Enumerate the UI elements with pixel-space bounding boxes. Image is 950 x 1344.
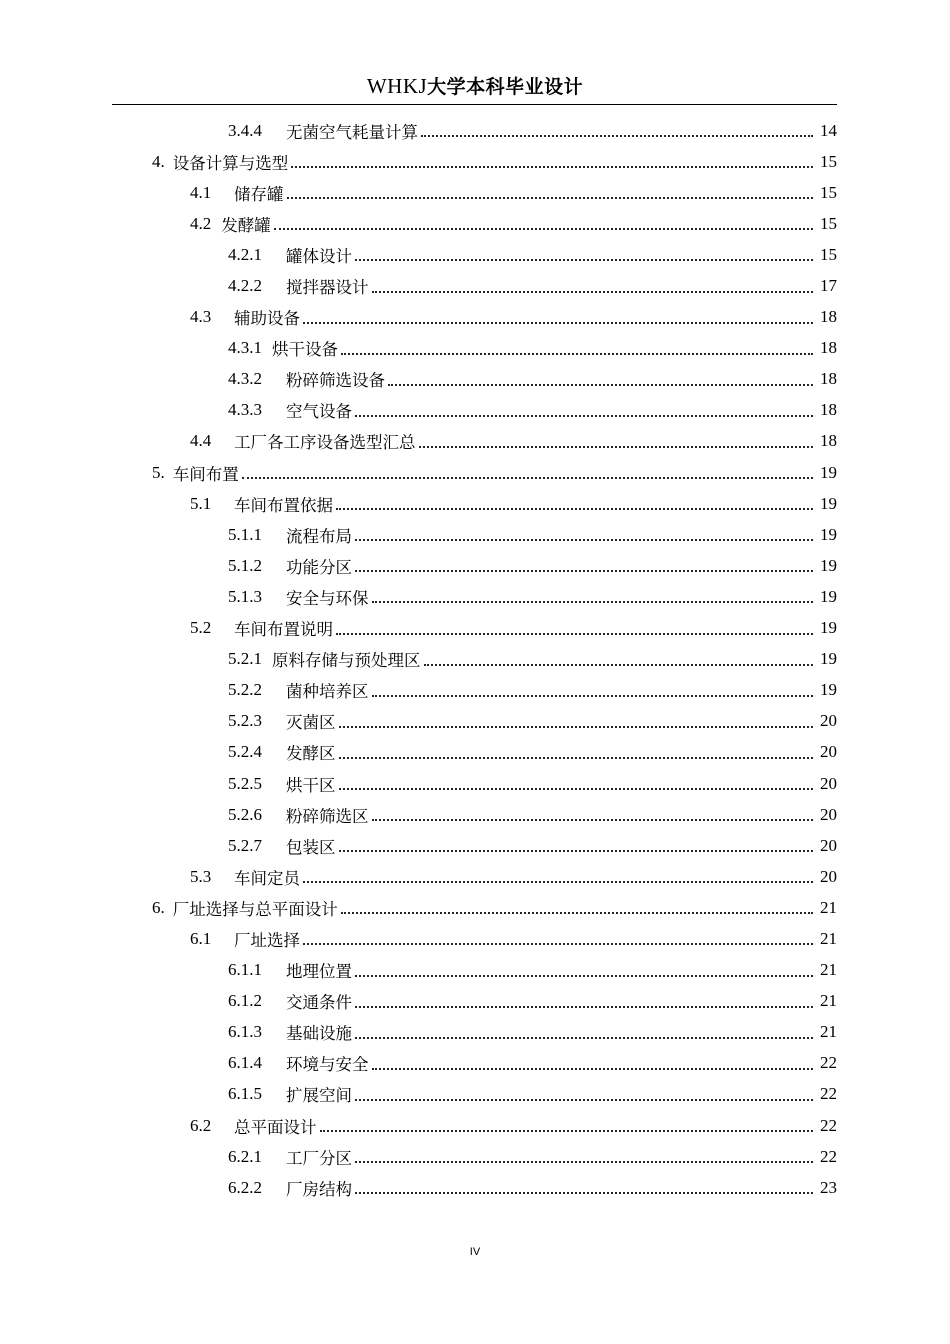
toc-entry-title: 发酵区 — [286, 744, 336, 764]
dot-leader — [355, 1160, 813, 1163]
toc-entry-page: 18 — [820, 338, 837, 358]
toc-entry[interactable] — [0, 830, 950, 861]
toc-entry-title: 厂址选择 — [234, 930, 300, 950]
toc-entry-title: 基础设施 — [286, 1024, 352, 1044]
toc-entry[interactable] — [0, 488, 950, 519]
table-of-contents — [0, 115, 950, 1203]
toc-entry[interactable] — [0, 1048, 950, 1079]
page-number: IV — [469, 1246, 481, 1258]
toc-entry-number: 6.1.5 — [228, 1084, 262, 1104]
toc-entry-title: 菌种培养区 — [286, 682, 369, 702]
dot-leader — [355, 1191, 813, 1194]
toc-entry-title: 工厂分区 — [286, 1148, 352, 1168]
toc-entry-page: 21 — [820, 897, 837, 917]
toc-entry-page: 20 — [820, 804, 837, 824]
toc-entry[interactable] — [0, 706, 950, 737]
dot-leader — [339, 849, 814, 852]
toc-entry-page: 21 — [820, 928, 837, 948]
toc-entry-number: 5. — [152, 462, 165, 482]
toc-entry-number: 5.1 — [190, 493, 212, 513]
toc-entry-page: 21 — [820, 960, 837, 980]
toc-entry-title: 交通条件 — [286, 993, 352, 1013]
toc-entry-number: 5.2.7 — [228, 835, 262, 855]
toc-entry-number: 4.2.1 — [228, 244, 262, 264]
toc-entry-page: 17 — [820, 276, 837, 296]
toc-entry-number: 4.4 — [190, 431, 212, 451]
toc-entry-number: 6.1.2 — [228, 991, 262, 1011]
toc-entry-page: 19 — [820, 649, 837, 669]
toc-entry-page: 19 — [820, 680, 837, 700]
dot-leader — [388, 383, 813, 386]
toc-entry[interactable] — [0, 302, 950, 333]
dot-leader — [424, 663, 814, 666]
toc-entry-page: 19 — [820, 555, 837, 575]
toc-entry[interactable] — [0, 986, 950, 1017]
dot-leader — [303, 880, 813, 883]
toc-entry-title: 厂址选择与总平面设计 — [172, 899, 338, 919]
toc-entry-page: 20 — [820, 835, 837, 855]
dot-leader — [372, 1067, 814, 1070]
toc-entry-page: 22 — [820, 1053, 837, 1073]
dot-leader — [341, 352, 813, 355]
toc-entry-title: 搅拌器设计 — [286, 278, 369, 298]
toc-entry-number: 5.3 — [190, 866, 212, 886]
toc-entry-number: 5.2.6 — [228, 804, 262, 824]
toc-entry-title: 环境与安全 — [286, 1055, 369, 1075]
toc-entry[interactable] — [0, 333, 950, 364]
toc-entry-number: 4.3.3 — [228, 400, 262, 420]
dot-leader — [355, 1098, 813, 1101]
toc-entry[interactable] — [0, 426, 950, 457]
toc-entry-title: 车间布置说明 — [234, 620, 333, 640]
toc-entry-number: 4.3.2 — [228, 369, 262, 389]
toc-entry[interactable] — [0, 675, 950, 706]
toc-entry-number: 4.1 — [190, 182, 212, 202]
dot-leader — [336, 632, 813, 635]
toc-entry-page: 20 — [820, 773, 837, 793]
toc-entry-title: 车间定员 — [234, 868, 300, 888]
toc-entry-number: 4. — [152, 151, 165, 171]
toc-entry-number: 4.3 — [190, 307, 212, 327]
toc-entry-page: 15 — [820, 182, 837, 202]
toc-entry[interactable] — [0, 115, 950, 146]
header-title: 大学本科毕业设计 — [427, 76, 584, 98]
dot-leader — [287, 196, 814, 199]
toc-entry-page: 19 — [820, 462, 837, 482]
toc-entry-number: 5.2.3 — [228, 711, 262, 731]
toc-entry-page: 22 — [820, 1084, 837, 1104]
toc-entry-page: 18 — [820, 400, 837, 420]
toc-entry[interactable] — [0, 955, 950, 986]
dot-leader — [303, 321, 813, 324]
toc-entry-number: 4.2 — [190, 213, 212, 233]
toc-entry[interactable] — [0, 892, 950, 923]
toc-entry-title: 安全与环保 — [286, 588, 369, 608]
toc-entry-title: 罐体设计 — [286, 246, 352, 266]
toc-entry-number: 6.1.4 — [228, 1053, 262, 1073]
toc-entry-title: 辅助设备 — [234, 309, 300, 329]
toc-entry[interactable] — [0, 146, 950, 177]
dot-leader — [419, 445, 814, 448]
toc-entry[interactable] — [0, 1172, 950, 1203]
toc-entry[interactable] — [0, 923, 950, 954]
dot-leader — [339, 756, 814, 759]
toc-entry[interactable] — [0, 270, 950, 301]
toc-entry-page: 15 — [820, 213, 837, 233]
toc-entry-page: 23 — [820, 1177, 837, 1197]
toc-entry-title: 厂房结构 — [286, 1179, 352, 1199]
toc-entry[interactable] — [0, 364, 950, 395]
header-rule — [112, 104, 837, 105]
toc-entry-page: 19 — [820, 618, 837, 638]
toc-entry-page: 15 — [820, 151, 837, 171]
toc-entry-title: 包装区 — [286, 837, 336, 857]
toc-entry[interactable] — [0, 177, 950, 208]
toc-entry-number: 5.2.1 — [228, 649, 262, 669]
toc-entry-number: 4.3.1 — [228, 338, 262, 358]
toc-entry-title: 设备计算与选型 — [172, 153, 289, 173]
dot-leader — [242, 476, 813, 479]
toc-entry-number: 6.1.1 — [228, 960, 262, 980]
toc-entry-title: 空气设备 — [286, 402, 352, 422]
toc-entry-title: 工厂各工序设备选型汇总 — [234, 433, 416, 453]
dot-leader — [355, 1036, 813, 1039]
toc-entry-page: 20 — [820, 866, 837, 886]
toc-entry-title: 灭菌区 — [286, 713, 336, 733]
toc-entry-page: 20 — [820, 742, 837, 762]
toc-entry-page: 22 — [820, 1115, 837, 1135]
toc-entry[interactable] — [0, 519, 950, 550]
toc-entry-page: 21 — [820, 1022, 837, 1042]
toc-entry-page: 22 — [820, 1146, 837, 1166]
toc-entry-title: 车间布置 — [172, 464, 239, 484]
toc-entry-number: 6. — [152, 897, 165, 917]
dot-leader — [355, 258, 813, 261]
toc-entry[interactable] — [0, 581, 950, 612]
toc-entry-page: 19 — [820, 493, 837, 513]
toc-entry-page: 15 — [820, 244, 837, 264]
dot-leader — [355, 974, 813, 977]
toc-entry-title: 流程布局 — [286, 526, 352, 546]
dot-leader — [355, 1005, 813, 1008]
dot-leader — [355, 569, 813, 572]
dot-leader — [303, 942, 813, 945]
toc-entry-number: 6.1 — [190, 928, 212, 948]
toc-entry[interactable] — [0, 861, 950, 892]
toc-entry-page: 20 — [820, 711, 837, 731]
toc-entry[interactable] — [0, 737, 950, 768]
toc-entry-number: 6.2.2 — [228, 1177, 262, 1197]
toc-entry-page: 14 — [820, 120, 837, 140]
toc-entry-page: 19 — [820, 586, 837, 606]
dot-leader — [291, 165, 813, 168]
toc-entry[interactable] — [0, 1110, 950, 1141]
header-latin: WHKJ — [366, 74, 428, 98]
toc-entry[interactable] — [0, 768, 950, 799]
dot-leader — [421, 134, 813, 137]
toc-entry-number: 5.2 — [190, 618, 212, 638]
toc-entry-number: 5.2.5 — [228, 773, 262, 793]
dot-leader — [341, 911, 813, 914]
toc-entry-title: 功能分区 — [286, 557, 352, 577]
dot-leader — [339, 725, 814, 728]
toc-entry-number: 5.2.2 — [228, 680, 262, 700]
dot-leader — [336, 507, 813, 510]
toc-entry[interactable] — [0, 208, 950, 239]
toc-entry-number: 4.2.2 — [228, 276, 262, 296]
page-header — [0, 72, 950, 99]
toc-entry-number: 6.2 — [190, 1115, 212, 1135]
toc-entry-title: 储存罐 — [234, 184, 284, 204]
toc-entry[interactable] — [0, 613, 950, 644]
toc-entry-title: 粉碎筛选区 — [286, 806, 369, 826]
toc-entry[interactable] — [0, 239, 950, 270]
dot-leader — [339, 787, 814, 790]
toc-entry[interactable] — [0, 1079, 950, 1110]
toc-entry-page: 18 — [820, 431, 837, 451]
toc-entry-number: 5.1.2 — [228, 555, 262, 575]
toc-entry[interactable] — [0, 1141, 950, 1172]
toc-entry-page: 21 — [820, 991, 837, 1011]
toc-entry[interactable] — [0, 644, 950, 675]
dot-leader — [372, 600, 814, 603]
toc-entry-title: 原料存储与预处理区 — [272, 651, 421, 671]
toc-entry[interactable] — [0, 395, 950, 426]
toc-entry-page: 18 — [820, 307, 837, 327]
toc-entry-title: 地理位置 — [286, 962, 352, 982]
toc-entry[interactable] — [0, 799, 950, 830]
toc-entry-page: 18 — [820, 369, 837, 389]
toc-entry-title: 烘干设备 — [272, 340, 338, 360]
toc-entry-number: 3.4.4 — [228, 120, 262, 140]
dot-leader — [355, 538, 813, 541]
toc-entry-title: 烘干区 — [286, 775, 336, 795]
toc-entry[interactable] — [0, 550, 950, 581]
toc-entry[interactable] — [0, 457, 950, 488]
toc-entry-title: 扩展空间 — [286, 1086, 352, 1106]
dot-leader — [274, 227, 813, 230]
dot-leader — [372, 290, 814, 293]
dot-leader — [355, 414, 813, 417]
toc-entry-title: 无菌空气耗量计算 — [286, 122, 418, 142]
toc-entry-title: 发酵罐 — [221, 215, 271, 235]
dot-leader — [320, 1129, 814, 1132]
toc-entry-number: 5.2.4 — [228, 742, 262, 762]
toc-entry-number: 5.1.3 — [228, 586, 262, 606]
dot-leader — [372, 694, 814, 697]
toc-entry-number: 5.1.1 — [228, 524, 262, 544]
toc-entry[interactable] — [0, 1017, 950, 1048]
dot-leader — [372, 818, 814, 821]
toc-entry-title: 粉碎筛选设备 — [286, 371, 385, 391]
toc-entry-number: 6.1.3 — [228, 1022, 262, 1042]
toc-entry-number: 6.2.1 — [228, 1146, 262, 1166]
toc-entry-page: 19 — [820, 524, 837, 544]
toc-entry-title: 总平面设计 — [234, 1117, 317, 1137]
toc-entry-title: 车间布置依据 — [234, 495, 333, 515]
